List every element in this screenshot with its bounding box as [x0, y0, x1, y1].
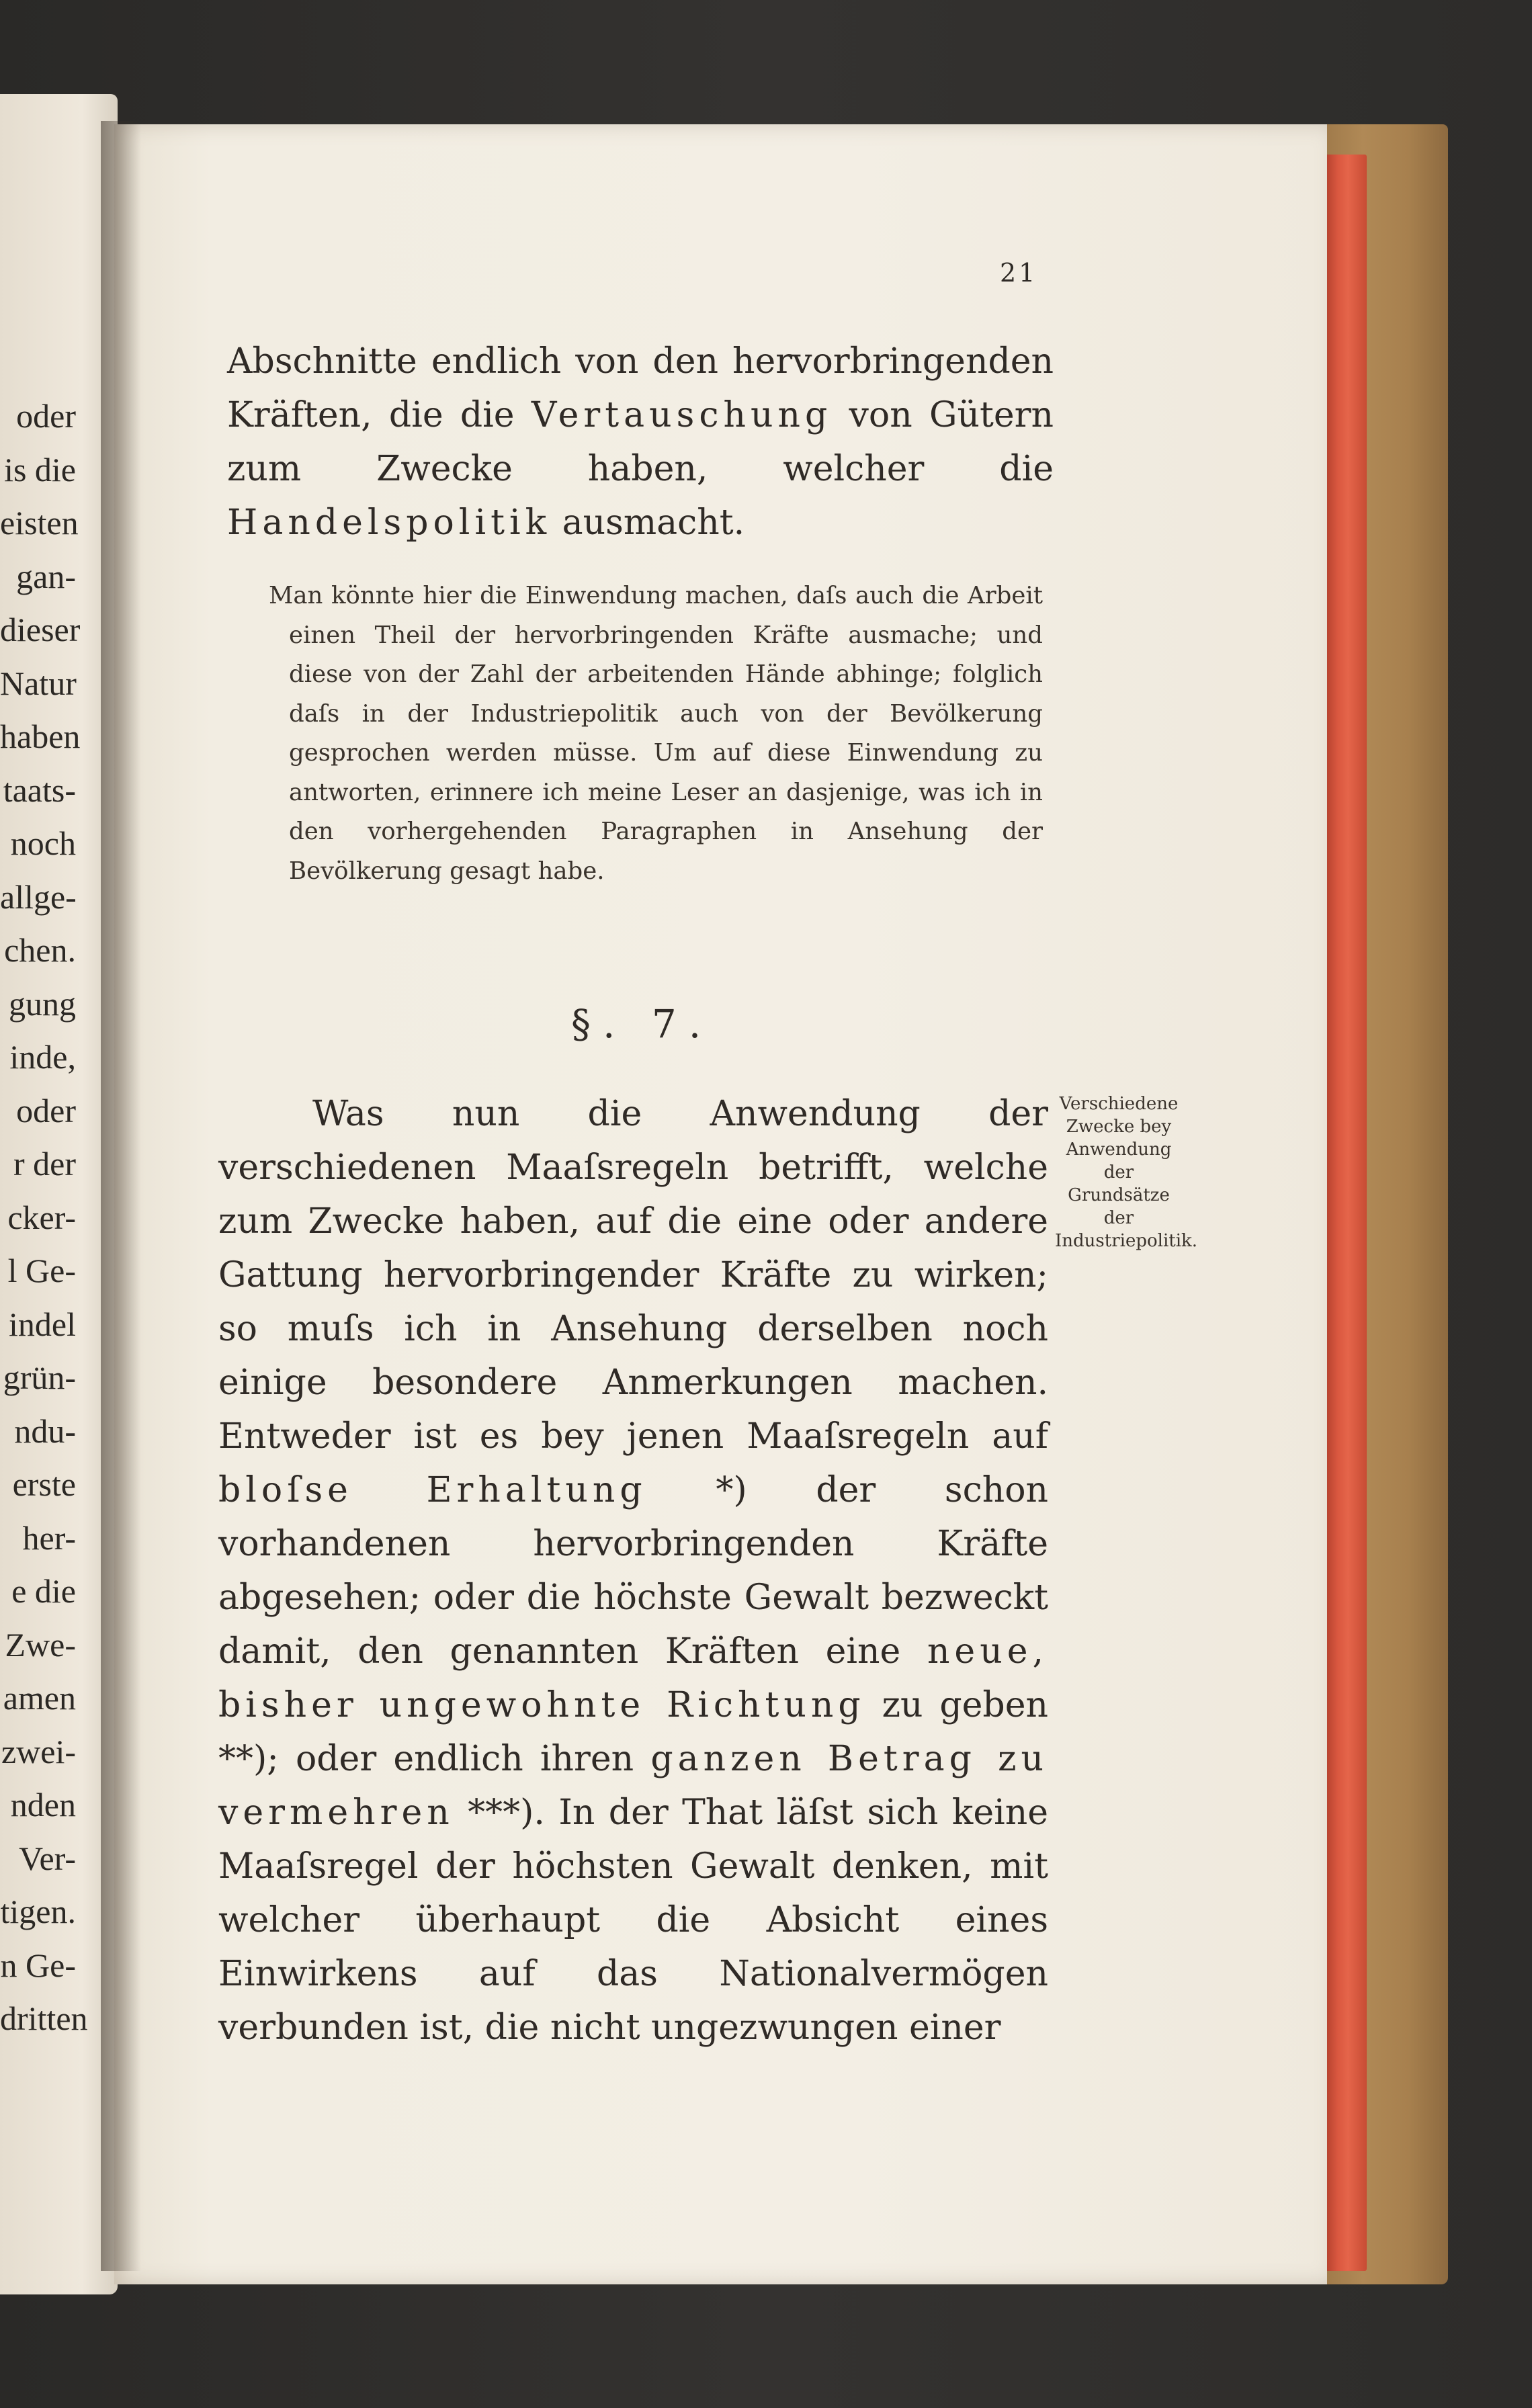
p2-text-a: Was nun die Anwendung der verschiedenen Maaſsregeln betrifft, welche zum Zwecke haben, auf die eine oder andere Gattung hervorbringender Kräfte zu wirken; so muſs ich in Ansehung derselben noch einige besondere Anmerkungen machen. Entweder ist es bey jenen Maaſsregeln auf	[218, 1094, 1048, 1457]
left-page-line: chen.	[4, 931, 76, 969]
left-page-line: cker-	[7, 1198, 76, 1236]
p2-text-g: ***). In der That läſst sich keine Maaſsregel der höchsten Gewalt denken, mit welcher überhaupt die Absicht eines Einwirkens auf das Nationalvermögen verbunden ist, die nicht ungezwungen einer	[218, 1793, 1048, 2048]
left-page-line: inde,	[9, 1038, 76, 1076]
left-page-line: oder	[16, 397, 76, 435]
left-page-line: her-	[22, 1518, 76, 1557]
left-page-line: dritten	[0, 2000, 88, 2037]
p2-text-c: *) der schon vorhandenen hervorbringenden Kräfte abgesehen; oder die höchste Gewalt bezweckt damit, den genannten Kräften eine	[218, 1470, 1049, 1672]
left-page-line: is die	[4, 450, 76, 488]
p2-emphasis-richtung: neue, bisher ungewohnte Richtung	[218, 1631, 1048, 1725]
left-page-line: allge-	[0, 877, 77, 916]
left-page-line: Ver-	[18, 1839, 76, 1877]
left-page-line: e die	[11, 1572, 76, 1610]
p1-text-c: von Gütern zum Zwecke haben, welcher die	[227, 395, 1054, 489]
gutter-shadow	[101, 121, 141, 2271]
left-page-line: r der	[13, 1145, 76, 1182]
left-page-line: eisten	[0, 504, 79, 542]
p2-emphasis-erhaltung: bloſse Erhaltung	[218, 1470, 647, 1510]
margin-note: Verschiedene Zwecke bey Anwendung der Grundsätze der Industriepolitik.	[1055, 1094, 1198, 1251]
left-page-line: oder	[16, 1091, 76, 1129]
left-page-text	[0, 390, 118, 2046]
left-page-line: zwei-	[1, 1732, 76, 1770]
section-heading: §. 7.	[571, 1001, 714, 1047]
p1-emphasis-vertauschung: Vertauschung	[531, 395, 833, 435]
p1-text-a: Abschnitte endlich von den hervorbringenden Kräften, die die	[227, 341, 1054, 435]
p1-emphasis-handelspolitik: Handelspolitik	[227, 503, 552, 543]
left-page-line: l Ge-	[7, 1252, 76, 1289]
left-page-line: ndu-	[14, 1412, 76, 1450]
left-page-line: taats-	[3, 771, 76, 809]
left-page-line: noch	[10, 824, 76, 862]
left-page-line: Natur	[0, 664, 77, 702]
page-number: 21	[1000, 258, 1038, 288]
left-page	[0, 94, 118, 2294]
left-page-line: dieser	[0, 611, 81, 648]
left-page-line: gan-	[16, 557, 76, 595]
left-page-line: grün-	[3, 1359, 76, 1396]
p2-emphasis-vermehren: ganzen Betrag zu vermehren	[218, 1739, 1048, 1833]
left-page-line: amen	[3, 1679, 76, 1717]
left-page-line: n Ge-	[0, 1946, 76, 1984]
left-page-line: indel	[9, 1305, 76, 1343]
footnote	[269, 576, 1043, 891]
left-page-line: haben	[0, 718, 81, 755]
left-page-line: erste	[12, 1465, 76, 1503]
paragraph-continuation	[227, 335, 1054, 550]
left-page-line: gung	[9, 984, 76, 1023]
left-page-line: nden	[10, 1786, 76, 1823]
p2-text-e: zu geben **); oder endlich ihren	[218, 1685, 1048, 1779]
red-page-edges	[1325, 155, 1367, 2271]
left-page-line: tigen.	[0, 1893, 76, 1930]
left-page-line: Zwe-	[5, 1625, 76, 1664]
footnote-text: Man könnte hier die Einwendung machen, daſs auch die Arbeit einen Theil der hervorbringenden Kräfte ausmache; und diese von der Zahl der arbeitenden Hände abhinge; folglich daſs in der Industriepolitik auch von der Bevölkerung gesprochen werden müsse. Um auf diese Einwendung zu antworten, erinnere ich meine Leser an dasjenige, was ich in den vorhergehenden Paragraphen in Ansehung der Bevölkerung gesagt habe.	[269, 582, 1043, 885]
p1-text-e: ausmacht.	[551, 503, 745, 543]
paragraph-section-7	[218, 1087, 1048, 2055]
